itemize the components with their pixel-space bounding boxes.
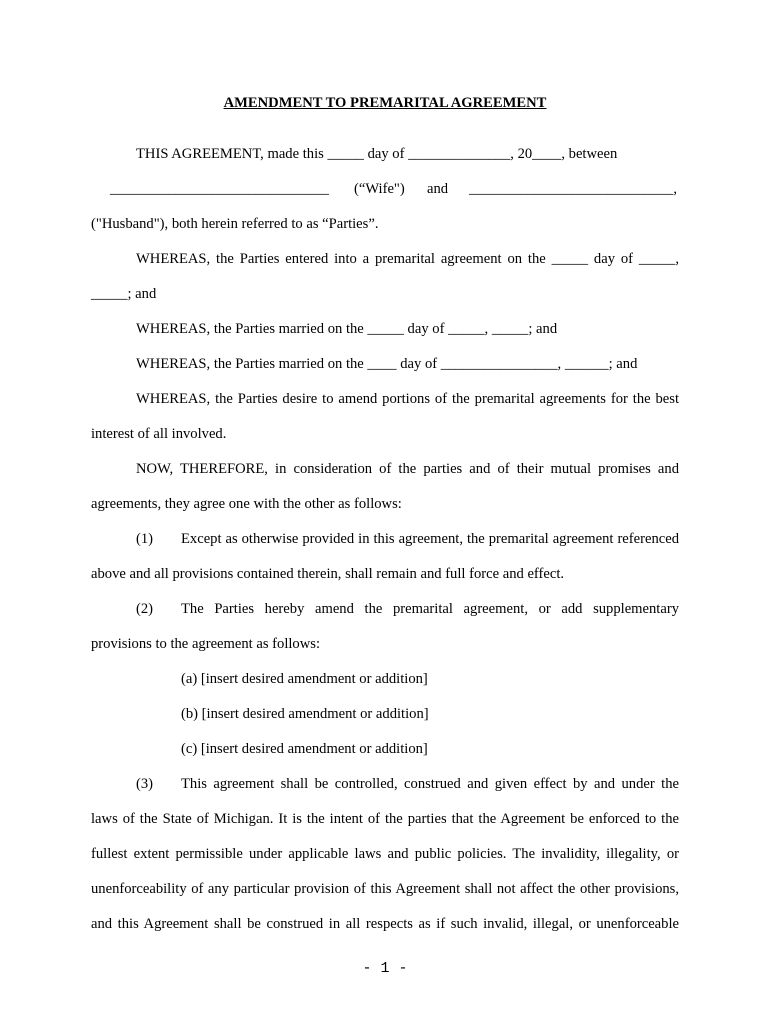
clause-2-cont: provisions to the agreement as follows:	[91, 636, 320, 652]
clause-3-cont-2: fullest extent permissible under applicable laws and public policies. The invalidity, illegality, or	[91, 846, 679, 862]
clause-1-cont: above and all provisions contained therein, shall remain and full force and effect.	[91, 566, 565, 582]
whereas-married-line-2: WHEREAS, the Parties married on the ____ day of ________________, ______; and	[136, 356, 638, 372]
parties-names-line	[0, 179, 770, 199]
whereas-premarital-line: WHEREAS, the Parties entered into a premarital agreement on the _____ day of _____,	[136, 251, 679, 267]
clause-1-line	[136, 529, 679, 549]
clause-2-line	[136, 599, 679, 619]
wife-label: (“Wife")	[354, 181, 405, 197]
husband-parties-line: ("Husband"), both herein referred to as “Parties”.	[91, 216, 379, 232]
amendment-item-c: (c) [insert desired amendment or addition]	[181, 741, 428, 757]
amendment-item-b: (b) [insert desired amendment or addition]	[181, 706, 429, 722]
clause-3-text: This agreement shall be controlled, construed and given effect by and under the	[181, 776, 679, 792]
clause-3-number: (3)	[136, 776, 154, 792]
agreement-intro-line: THIS AGREEMENT, made this _____ day of ______________, 20____, between	[136, 146, 618, 162]
clause-3-cont-3: unenforceability of any particular provision of this Agreement shall not affect the other provisions,	[91, 881, 679, 897]
page-number: - 1 -	[362, 960, 408, 977]
and-word: and	[427, 181, 449, 197]
clause-2-text: The Parties hereby amend the premarital agreement, or add supplementary	[181, 601, 679, 617]
whereas-amend-cont: interest of all involved.	[91, 426, 227, 442]
clause-3-cont-4: and this Agreement shall be construed in all respects as if such invalid, illegal, or unenforceable	[91, 916, 679, 932]
husband-name-blank: ____________________________,	[469, 181, 677, 197]
now-therefore-line: NOW, THEREFORE, in consideration of the parties and of their mutual promises and	[136, 461, 679, 477]
wife-name-blank: ______________________________	[110, 181, 329, 197]
whereas-amend-line: WHEREAS, the Parties desire to amend portions of the premarital agreements for the best	[136, 391, 679, 407]
document-title: AMENDMENT TO PREMARITAL AGREEMENT	[223, 95, 547, 111]
clause-1-number: (1)	[136, 531, 154, 547]
clause-2-number: (2)	[136, 601, 154, 617]
clause-3-line	[136, 774, 679, 794]
whereas-premarital-cont: _____; and	[91, 286, 157, 302]
amendment-item-a: (a) [insert desired amendment or addition]	[181, 671, 428, 687]
whereas-married-line-1: WHEREAS, the Parties married on the _____ day of _____, _____; and	[136, 321, 558, 337]
clause-1-text: Except as otherwise provided in this agreement, the premarital agreement referenced	[181, 531, 679, 547]
clause-3-cont-1: laws of the State of Michigan. It is the intent of the parties that the Agreement be enforced to the	[91, 811, 679, 827]
now-therefore-cont: agreements, they agree one with the other as follows:	[91, 496, 402, 512]
